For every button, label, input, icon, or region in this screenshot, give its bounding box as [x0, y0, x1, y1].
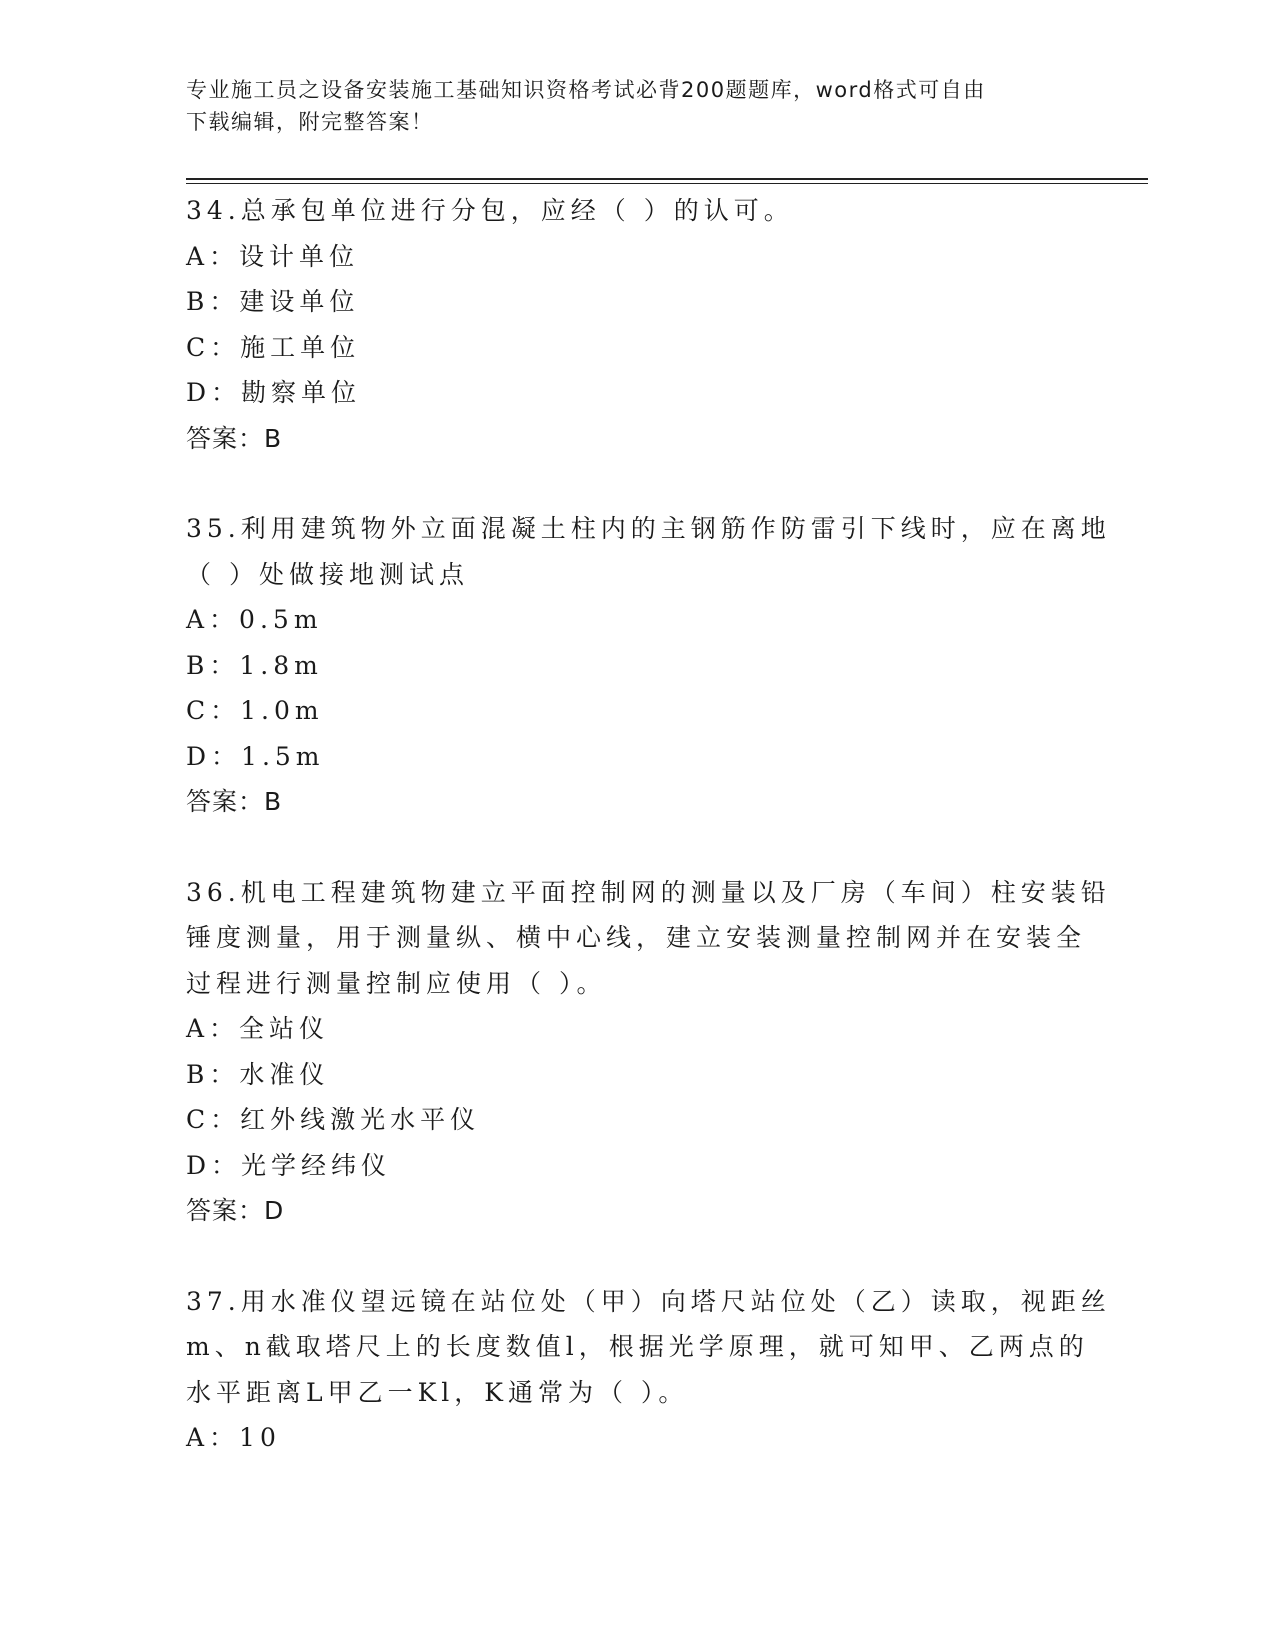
question-text: 过程进行测量控制应使用（ ）。: [186, 968, 607, 998]
question-block-37: [186, 1279, 1111, 1461]
question-text: m、n截取塔尺上的长度数值l，根据光学原理，就可知甲、乙两点的: [186, 1332, 1089, 1361]
header-divider-thin: [186, 183, 1148, 184]
option-c: C：施工单位: [186, 332, 361, 362]
question-text: （ ）处做接地测试点: [186, 559, 469, 589]
question-text: 35.利用建筑物外立面混凝土柱内的主钢筋作防雷引下线时，应在离地: [186, 514, 1111, 543]
question-text: 36.机电工程建筑物建立平面控制网的测量以及厂房（车间）柱安装铅: [186, 877, 1111, 907]
answer-line: 答案：B: [186, 423, 283, 453]
question-text: 34.总承包单位进行分包，应经（ ）的认可。: [186, 196, 794, 225]
option-c: C：红外线激光水平仪: [186, 1105, 481, 1134]
option-a: A：全站仪: [186, 1014, 330, 1043]
option-b: B：1.8m: [186, 650, 323, 680]
option-d: D：光学经纬仪: [186, 1150, 392, 1180]
question-block-34: [186, 188, 1086, 461]
option-a: A：10: [186, 1423, 281, 1452]
option-a: A：设计单位: [186, 241, 360, 271]
option-b: B：水准仪: [186, 1059, 330, 1089]
header-line-1: 专业施工员之设备安装施工基础知识资格考试必背200题题库，word格式可自由: [186, 78, 986, 102]
question-spacer: [186, 461, 1086, 506]
option-c: C：1.0m: [186, 696, 324, 725]
question-list: [186, 188, 1111, 1461]
document-header: [186, 74, 1066, 138]
header-divider-thick: [186, 178, 1148, 180]
question-spacer: [186, 1234, 1086, 1279]
option-b: B：建设单位: [186, 287, 360, 316]
question-text: 锤度测量，用于测量纵、横中心线，建立安装测量控制网并在安装全: [186, 923, 1087, 952]
option-a: A：0.5m: [186, 605, 323, 634]
question-text: 水平距离L甲乙一Kl，K通常为（ ）。: [186, 1377, 689, 1407]
header-line-2: 下载编辑，附完整答案！: [186, 110, 434, 134]
question-text: 37.用水准仪望远镜在站位处（甲）向塔尺站位处（乙）读取，视距丝: [186, 1286, 1111, 1316]
answer-line: 答案：B: [186, 787, 283, 816]
question-spacer: [186, 825, 1086, 870]
question-block-35: [186, 506, 1111, 825]
answer-line: 答案：D: [186, 1196, 285, 1225]
option-d: D：1.5m: [186, 741, 325, 771]
question-block-36: [186, 870, 1111, 1234]
option-d: D：勘察单位: [186, 378, 362, 407]
